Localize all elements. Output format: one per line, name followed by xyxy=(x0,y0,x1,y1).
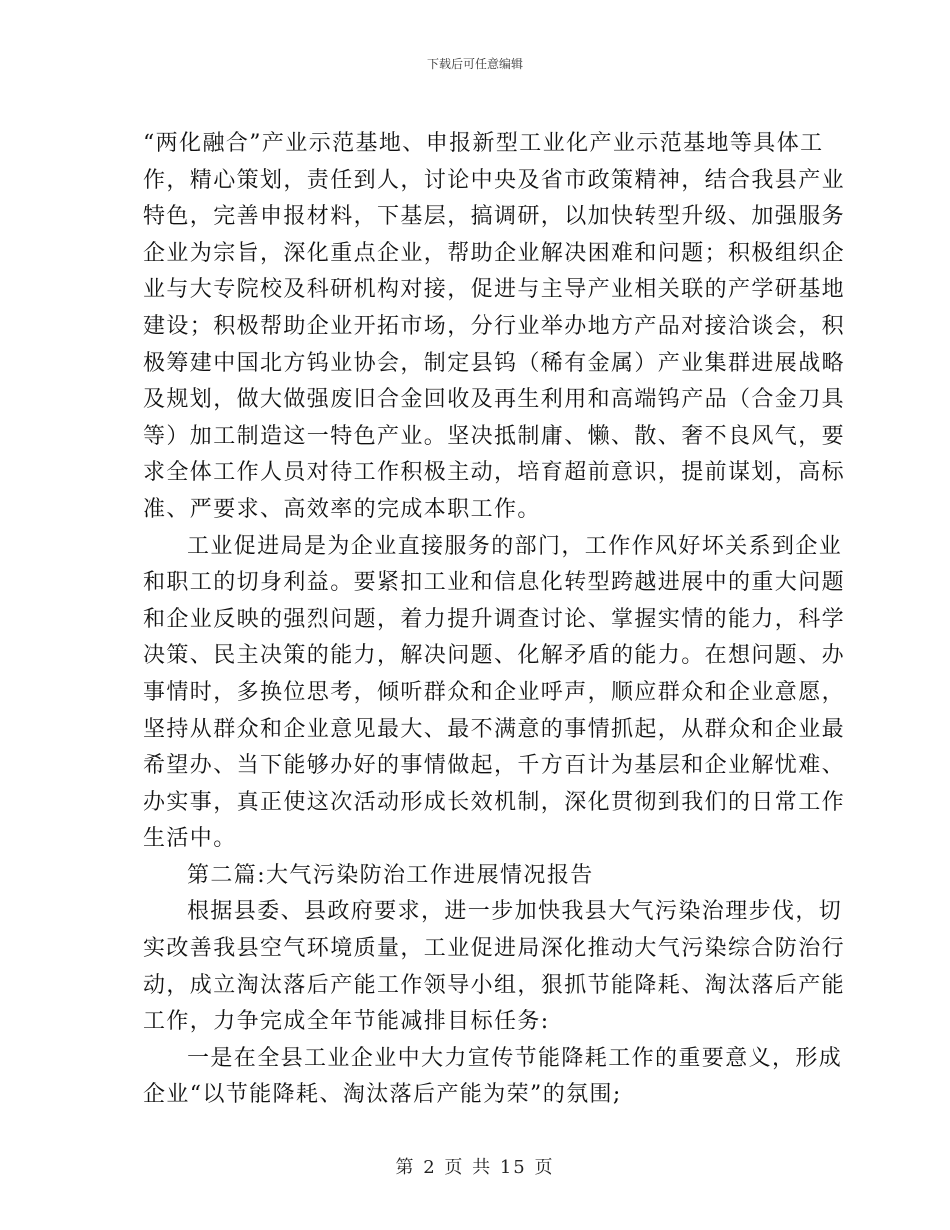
page-header: 下载后可任意编辑 xyxy=(426,57,523,71)
text-line: 工作，力争完成全年节能减排目标任务: xyxy=(143,1009,550,1035)
page-number-footer: 第 2 页 共 15 页 xyxy=(395,1157,555,1178)
text-line: 坚持从群众和企业意见最大、最不满意的事情抓起，从群众和企业最 xyxy=(143,716,846,742)
paragraph xyxy=(143,529,846,858)
text-line: 企业“以节能降耗、淘汰落后产能为荣”的氛围; xyxy=(143,1082,622,1108)
text-line: 准、严要求、高效率的完成本职工作。 xyxy=(143,496,541,522)
text-line: 动，成立淘汰落后产能工作领导小组，狠抓节能降耗、淘汰落后产能 xyxy=(143,972,846,998)
text-line: 作，精心策划，责任到人，讨论中央及省市政策精神，结合我县产业 xyxy=(143,167,846,193)
text-line: 和职工的切身利益。要紧扣工业和信息化转型跨越进展中的重大问题 xyxy=(143,570,846,596)
paragraph xyxy=(143,894,846,1040)
document-body xyxy=(143,126,846,1114)
paragraph xyxy=(143,126,846,529)
text-line: 根据县委、县政府要求，进一步加快我县大气污染治理步伐，切 xyxy=(187,899,843,925)
text-line: 求全体工作人员对待工作积极主动，培育超前意识，提前谋划，高标 xyxy=(143,460,846,486)
text-line: 希望办、当下能够办好的事情做起，千方百计为基层和企业解忧难、 xyxy=(143,753,846,779)
text-line: 实改善我县空气环境质量，工业促进局深化推动大气污染综合防治行 xyxy=(143,936,846,962)
text-line: 事情时，多换位思考，倾听群众和企业呼声，顺应群众和企业意愿， xyxy=(143,679,846,705)
text-line: 特色，完善申报材料，下基层，搞调研，以加快转型升级、加强服务 xyxy=(143,204,846,230)
paragraph xyxy=(143,1041,843,1114)
heading-line: 第二篇:大气污染防治工作进展情况报告 xyxy=(187,862,594,888)
text-line: 等）加工制造这一特色产业。坚决抵制庸、懒、散、奢不良风气，要 xyxy=(143,423,846,449)
text-line: 业与大专院校及科研机构对接，促进与主导产业相关联的产学研基地 xyxy=(143,277,846,303)
text-line: 企业为宗旨，深化重点企业，帮助企业解决困难和问题；积极组织企 xyxy=(143,240,846,266)
text-line: 极筹建中国北方钨业协会，制定县钨（稀有金属）产业集群进展战略 xyxy=(143,350,846,376)
text-line: 及规划，做大做强废旧合金回收及再生利用和高端钨产品（合金刀具 xyxy=(143,387,846,413)
text-line: “两化融合”产业示范基地、申报新型工业化产业示范基地等具体工 xyxy=(143,131,824,156)
text-line: 和企业反映的强烈问题，着力提升调查讨论、掌握实情的能力，科学 xyxy=(143,606,846,632)
text-line: 决策、民主决策的能力，解决问题、化解矛盾的能力。在想问题、办 xyxy=(143,643,846,669)
text-line: 生活中。 xyxy=(143,826,237,852)
text-line: 建设；积极帮助企业开拓市场，分行业举办地方产品对接洽谈会，积 xyxy=(143,313,846,339)
text-line: 办实事，真正使这次活动形成长效机制，深化贯彻到我们的日常工作 xyxy=(143,789,846,815)
section-heading xyxy=(143,858,807,895)
text-line: 一是在全县工业企业中大力宣传节能降耗工作的重要意义，形成 xyxy=(187,1045,843,1071)
text-line: 工业促进局是为企业直接服务的部门，工作作风好坏关系到企业 xyxy=(187,533,843,559)
